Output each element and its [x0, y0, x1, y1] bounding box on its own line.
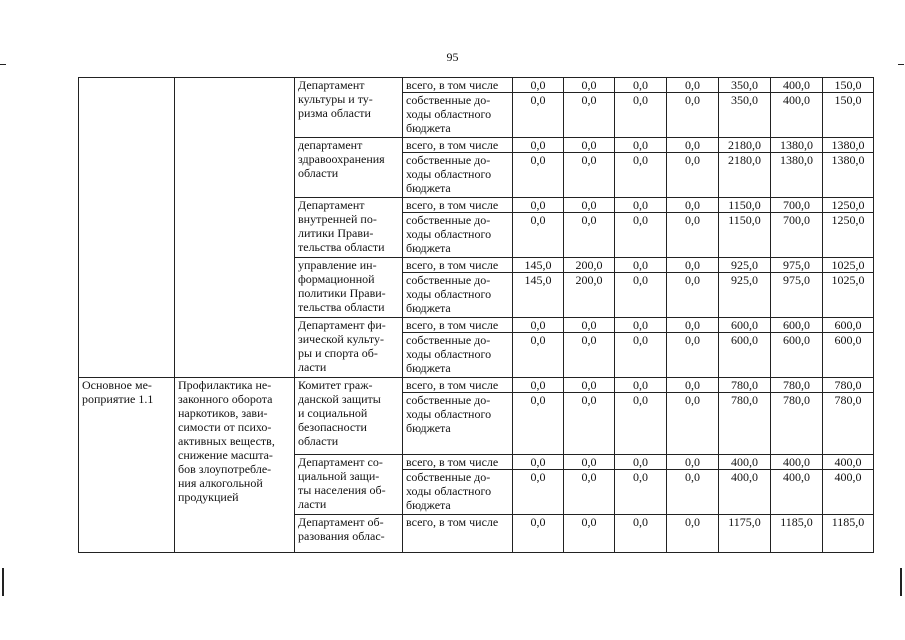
value-cell: 0,0	[513, 138, 564, 153]
value-cell: 600,0	[719, 318, 771, 333]
department-name-cell: Комитет граж- данской защиты и социальной безопасности области	[295, 378, 403, 455]
department-name-cell: управление ин- формационной политики Прави- тельства области	[295, 258, 403, 318]
value-cell: 400,0	[771, 470, 823, 515]
value-cell: 400,0	[771, 78, 823, 93]
value-cell: 0,0	[667, 393, 719, 455]
value-cell: 150,0	[823, 93, 874, 138]
value-cell: 400,0	[823, 470, 874, 515]
value-cell: 925,0	[719, 258, 771, 273]
value-cell: 0,0	[513, 213, 564, 258]
value-cell: 1250,0	[823, 213, 874, 258]
value-cell: 400,0	[719, 470, 771, 515]
value-cell: 200,0	[564, 273, 615, 318]
empty-cell	[175, 78, 295, 378]
value-cell: 0,0	[564, 198, 615, 213]
value-cell: 1380,0	[771, 138, 823, 153]
value-cell: 0,0	[615, 318, 667, 333]
value-cell: 0,0	[564, 213, 615, 258]
value-cell: 200,0	[564, 258, 615, 273]
budget-table-body	[79, 78, 874, 553]
value-cell: 0,0	[564, 333, 615, 378]
value-cell: 0,0	[667, 138, 719, 153]
value-cell: 1150,0	[719, 213, 771, 258]
value-cell: 2180,0	[719, 138, 771, 153]
value-cell: 0,0	[667, 93, 719, 138]
funding-type-cell: собственные до- ходы областного бюджета	[403, 153, 513, 198]
department-name-cell: Департамент внутренней по- литики Прави- тельства области	[295, 198, 403, 258]
value-cell: 0,0	[667, 515, 719, 553]
value-cell: 780,0	[823, 393, 874, 455]
value-cell: 1380,0	[771, 153, 823, 198]
value-cell: 780,0	[771, 378, 823, 393]
value-cell: 0,0	[564, 153, 615, 198]
department-name-cell: департамент здравоохранения области	[295, 138, 403, 198]
value-cell: 0,0	[513, 455, 564, 470]
value-cell: 0,0	[615, 258, 667, 273]
funding-type-cell: собственные до- ходы областного бюджета	[403, 393, 513, 455]
value-cell: 145,0	[513, 258, 564, 273]
value-cell: 0,0	[615, 153, 667, 198]
value-cell: 350,0	[719, 78, 771, 93]
department-name-cell: Департамент об- разования облас-	[295, 515, 403, 553]
value-cell: 0,0	[615, 393, 667, 455]
value-cell: 780,0	[771, 393, 823, 455]
value-cell: 780,0	[719, 393, 771, 455]
value-cell: 400,0	[719, 455, 771, 470]
table-row	[79, 78, 874, 93]
value-cell: 0,0	[513, 153, 564, 198]
page-number: 95	[446, 50, 459, 64]
table-row	[79, 378, 874, 393]
value-cell: 1185,0	[771, 515, 823, 553]
value-cell: 0,0	[615, 198, 667, 213]
value-cell: 0,0	[513, 378, 564, 393]
empty-cell	[79, 78, 175, 378]
funding-type-cell: всего, в том числе	[403, 258, 513, 273]
value-cell: 925,0	[719, 273, 771, 318]
value-cell: 0,0	[564, 318, 615, 333]
value-cell: 1250,0	[823, 198, 874, 213]
value-cell: 0,0	[615, 455, 667, 470]
funding-type-cell: всего, в том числе	[403, 515, 513, 553]
value-cell: 700,0	[771, 198, 823, 213]
value-cell: 0,0	[667, 78, 719, 93]
value-cell: 0,0	[667, 318, 719, 333]
value-cell: 0,0	[564, 378, 615, 393]
value-cell: 1380,0	[823, 153, 874, 198]
value-cell: 0,0	[667, 213, 719, 258]
value-cell: 1025,0	[823, 273, 874, 318]
department-name-cell: Департамент фи- зической культу- ры и спорта об- ласти	[295, 318, 403, 378]
value-cell: 0,0	[564, 515, 615, 553]
value-cell: 0,0	[513, 93, 564, 138]
funding-type-cell: всего, в том числе	[403, 78, 513, 93]
scan-margin-mark-left	[2, 568, 4, 596]
value-cell: 0,0	[667, 470, 719, 515]
funding-type-cell: собственные до- ходы областного бюджета	[403, 213, 513, 258]
value-cell: 0,0	[615, 515, 667, 553]
value-cell: 350,0	[719, 93, 771, 138]
value-cell: 0,0	[615, 138, 667, 153]
value-cell: 0,0	[615, 470, 667, 515]
funding-type-cell: собственные до- ходы областного бюджета	[403, 333, 513, 378]
value-cell: 0,0	[513, 318, 564, 333]
funding-type-cell: всего, в том числе	[403, 138, 513, 153]
value-cell: 1380,0	[823, 138, 874, 153]
activity-code-cell: Основное ме- роприятие 1.1	[79, 378, 175, 553]
funding-type-cell: собственные до- ходы областного бюджета	[403, 273, 513, 318]
value-cell: 0,0	[513, 470, 564, 515]
value-cell: 600,0	[719, 333, 771, 378]
value-cell: 400,0	[823, 455, 874, 470]
scan-margin-mark-right	[900, 568, 902, 596]
funding-type-cell: всего, в том числе	[403, 198, 513, 213]
value-cell: 0,0	[564, 470, 615, 515]
value-cell: 0,0	[615, 333, 667, 378]
value-cell: 600,0	[771, 318, 823, 333]
value-cell: 0,0	[615, 93, 667, 138]
value-cell: 0,0	[513, 78, 564, 93]
value-cell: 0,0	[513, 198, 564, 213]
value-cell: 1175,0	[719, 515, 771, 553]
value-cell: 1185,0	[823, 515, 874, 553]
value-cell: 600,0	[823, 318, 874, 333]
activity-description-cell: Профилактика не- законного оборота наркотиков, зави- симости от психо- активных веществ, снижение масшта- бов злоупотребле- ния алкогольной продукцией	[175, 378, 295, 553]
value-cell: 0,0	[564, 138, 615, 153]
scan-margin-tick-left	[0, 64, 6, 65]
value-cell: 0,0	[513, 515, 564, 553]
value-cell: 0,0	[615, 78, 667, 93]
value-cell: 700,0	[771, 213, 823, 258]
value-cell: 975,0	[771, 273, 823, 318]
funding-type-cell: собственные до- ходы областного бюджета	[403, 470, 513, 515]
funding-type-cell: всего, в том числе	[403, 455, 513, 470]
value-cell: 0,0	[667, 273, 719, 318]
value-cell: 0,0	[513, 393, 564, 455]
funding-type-cell: всего, в том числе	[403, 378, 513, 393]
department-name-cell: Департамент культуры и ту- ризма области	[295, 78, 403, 138]
value-cell: 0,0	[615, 213, 667, 258]
value-cell: 0,0	[564, 93, 615, 138]
value-cell: 0,0	[667, 333, 719, 378]
value-cell: 975,0	[771, 258, 823, 273]
budget-table	[78, 77, 874, 553]
value-cell: 145,0	[513, 273, 564, 318]
value-cell: 0,0	[667, 153, 719, 198]
value-cell: 0,0	[513, 333, 564, 378]
value-cell: 0,0	[564, 78, 615, 93]
department-name-cell: Департамент со- циальной защи- ты населения об- ласти	[295, 455, 403, 515]
value-cell: 0,0	[667, 378, 719, 393]
value-cell: 400,0	[771, 93, 823, 138]
value-cell: 0,0	[615, 378, 667, 393]
scan-margin-tick-right	[898, 64, 904, 65]
funding-type-cell: всего, в том числе	[403, 318, 513, 333]
value-cell: 600,0	[823, 333, 874, 378]
funding-type-cell: собственные до- ходы областного бюджета	[403, 93, 513, 138]
value-cell: 780,0	[719, 378, 771, 393]
value-cell: 0,0	[564, 393, 615, 455]
value-cell: 400,0	[771, 455, 823, 470]
value-cell: 780,0	[823, 378, 874, 393]
value-cell: 0,0	[667, 455, 719, 470]
value-cell: 0,0	[615, 273, 667, 318]
value-cell: 0,0	[564, 455, 615, 470]
value-cell: 1025,0	[823, 258, 874, 273]
value-cell: 150,0	[823, 78, 874, 93]
value-cell: 1150,0	[719, 198, 771, 213]
value-cell: 600,0	[771, 333, 823, 378]
value-cell: 0,0	[667, 258, 719, 273]
value-cell: 0,0	[667, 198, 719, 213]
value-cell: 2180,0	[719, 153, 771, 198]
